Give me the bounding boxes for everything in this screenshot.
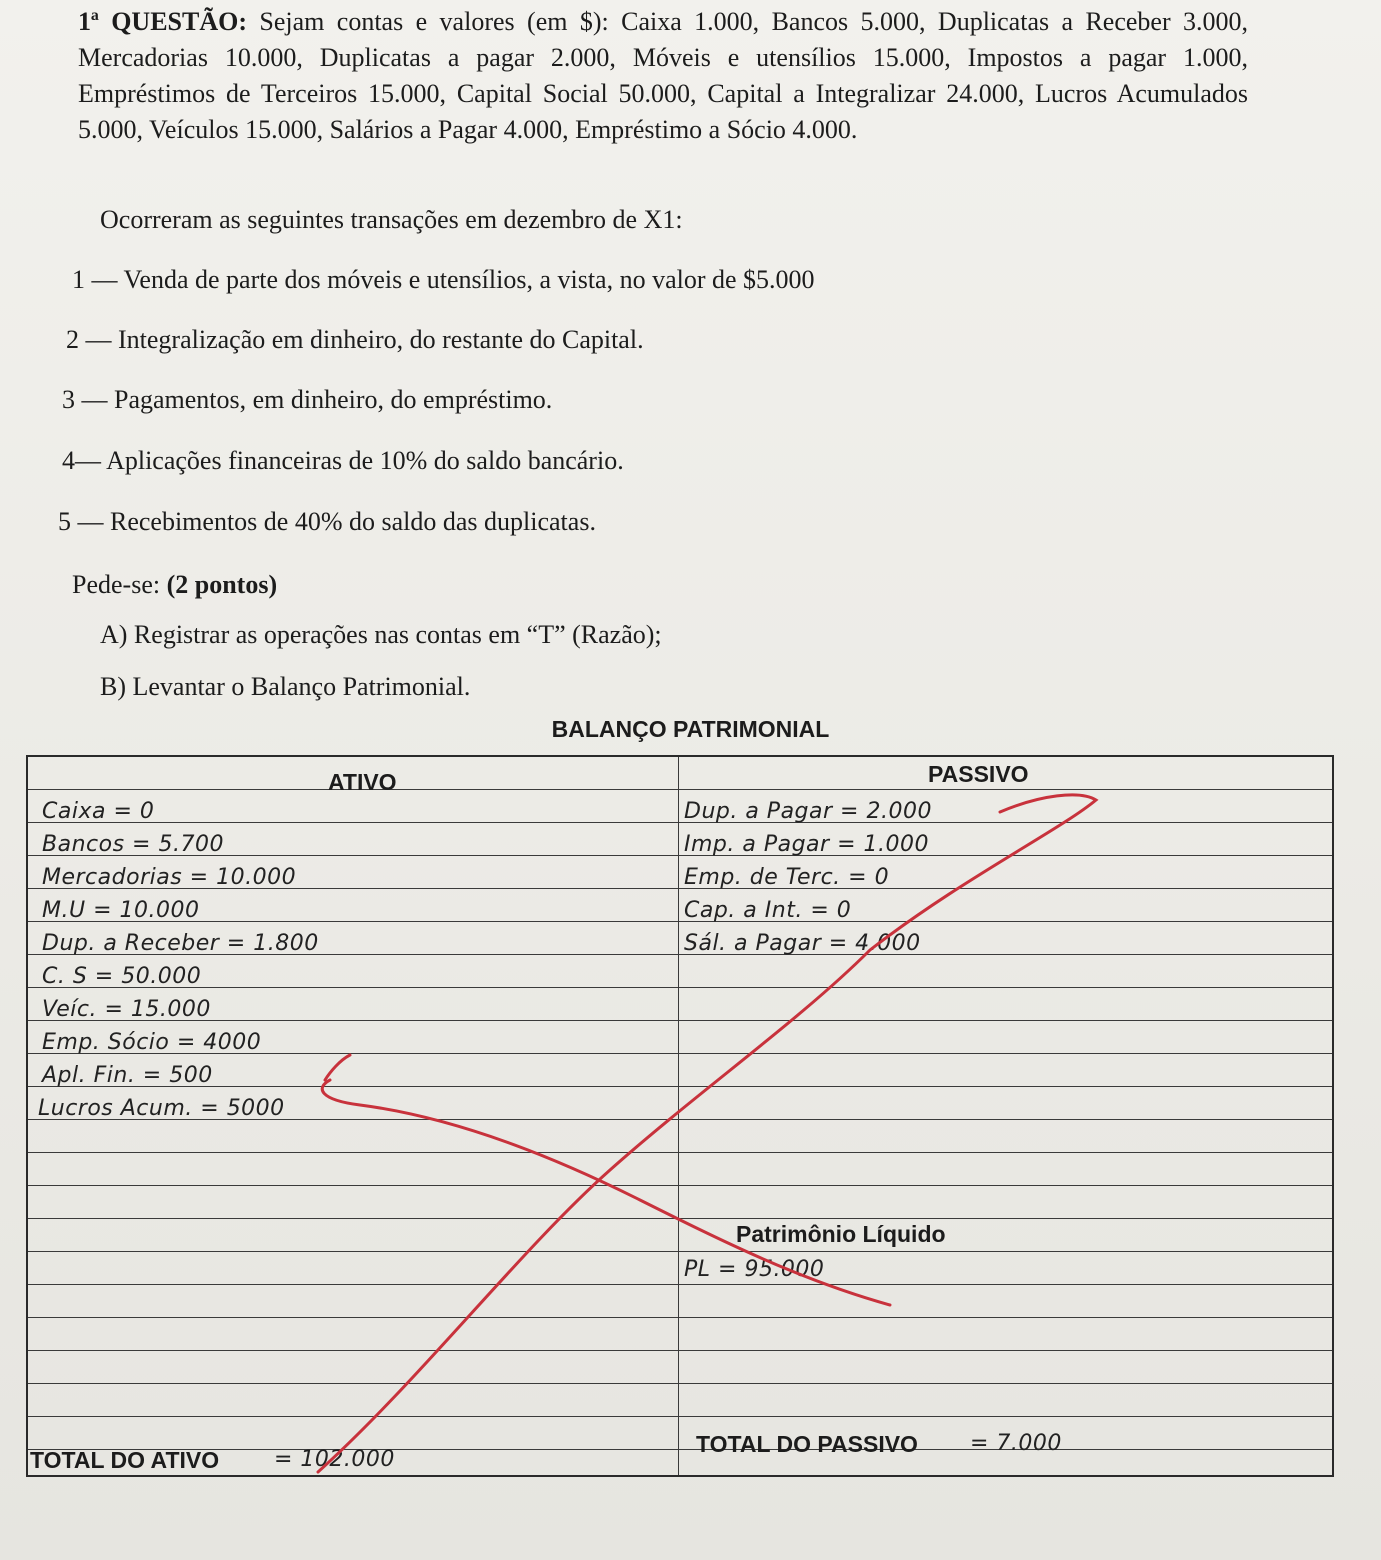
- passivo-entry: Emp. de Terc. = 0: [684, 865, 890, 890]
- ativo-entry: C. S = 50.000: [42, 964, 202, 989]
- row-line: [28, 822, 1332, 823]
- row-line: [28, 1020, 1332, 1021]
- total-ativo-value: = 102.000: [274, 1447, 395, 1472]
- row-line: [28, 1251, 1332, 1252]
- ativo-entry: M.U = 10.000: [42, 898, 200, 923]
- balance-table: [26, 755, 1334, 1477]
- row-line: [28, 789, 1332, 790]
- ativo-entry: Veíc. = 15.000: [42, 997, 211, 1022]
- row-line: [28, 1152, 1332, 1153]
- pede-se-text: Pede-se:: [72, 570, 161, 599]
- row-line: [28, 987, 1332, 988]
- passivo-header: PASSIVO: [928, 761, 1029, 787]
- transaction-1: 1 — Venda de parte dos móveis e utensílios, a vista, no valor de $5.000: [72, 265, 815, 294]
- transaction-3: 3 — Pagamentos, em dinheiro, do empréstimo.: [62, 385, 553, 414]
- ativo-entry: Mercadorias = 10.000: [42, 865, 297, 890]
- row-line: [28, 921, 1332, 922]
- total-ativo-label: TOTAL DO ATIVO: [30, 1447, 220, 1473]
- item-a: A) Registrar as operações nas contas em “T” (Razão);: [100, 620, 662, 649]
- row-line: [28, 1086, 1332, 1087]
- item-b: B) Levantar o Balanço Patrimonial.: [100, 672, 471, 701]
- ativo-entry: Emp. Sócio = 4000: [42, 1030, 262, 1055]
- ativo-entry: Caixa = 0: [42, 799, 155, 824]
- column-divider: [678, 757, 679, 1475]
- passivo-entry: Sál. a Pagar = 4.000: [684, 931, 921, 956]
- pl-entry: PL = 95.000: [684, 1257, 825, 1282]
- transaction-4: 4— Aplicações financeiras de 10% do saldo bancário.: [62, 446, 624, 475]
- ativo-entry: Lucros Acum. = 5000: [38, 1096, 285, 1121]
- ativo-entry: Bancos = 5.700: [42, 832, 224, 857]
- question-label: 1ª QUESTÃO:: [78, 7, 247, 36]
- pede-se: [72, 570, 277, 600]
- transaction-5: 5 — Recebimentos de 40% do saldo das duplicatas.: [58, 507, 596, 536]
- pl-header: Patrimônio Líquido: [736, 1221, 946, 1247]
- row-line: [28, 1317, 1332, 1318]
- balance-title: BALANÇO PATRIMONIAL: [551, 716, 830, 742]
- transaction-2: 2 — Integralização em dinheiro, do restante do Capital.: [66, 325, 644, 354]
- total-passivo-value: = 7.000: [970, 1431, 1062, 1456]
- row-line: [28, 1350, 1332, 1351]
- passivo-entry: Imp. a Pagar = 1.000: [684, 832, 929, 857]
- row-line: [28, 1218, 1332, 1219]
- row-line: [28, 1449, 1332, 1450]
- question-statement: [78, 4, 1248, 148]
- row-line: [28, 1416, 1332, 1417]
- passivo-entry: Dup. a Pagar = 2.000: [684, 799, 932, 824]
- ativo-entry: Dup. a Receber = 1.800: [42, 931, 319, 956]
- ativo-entry: Apl. Fin. = 500: [42, 1063, 213, 1088]
- row-line: [28, 1383, 1332, 1384]
- row-line: [28, 1185, 1332, 1186]
- pede-se-points: (2 pontos): [166, 570, 278, 599]
- total-passivo-label: TOTAL DO PASSIVO: [696, 1431, 918, 1457]
- question-body: Sejam contas e valores (em $): Caixa 1.000, Bancos 5.000, Duplicatas a Receber 3.000, Mercadorias 10.000, Duplicatas a pagar 2.000, Móveis e utensílios 15.000, Impostos a pagar 1.000, Empréstimos de Terceiros 15.000, Capital Social 50.000, Capital a Integralizar 24.000, Lucros Acumulados 5.000, Veículos 15.000, Salários a Pagar 4.000, Empréstimo a Sócio 4.000.: [78, 7, 1248, 144]
- transactions-intro: Ocorreram as seguintes transações em dezembro de X1:: [100, 205, 683, 234]
- passivo-entry: Cap. a Int. = 0: [684, 898, 852, 923]
- row-line: [28, 1284, 1332, 1285]
- ativo-header: ATIVO: [328, 769, 397, 795]
